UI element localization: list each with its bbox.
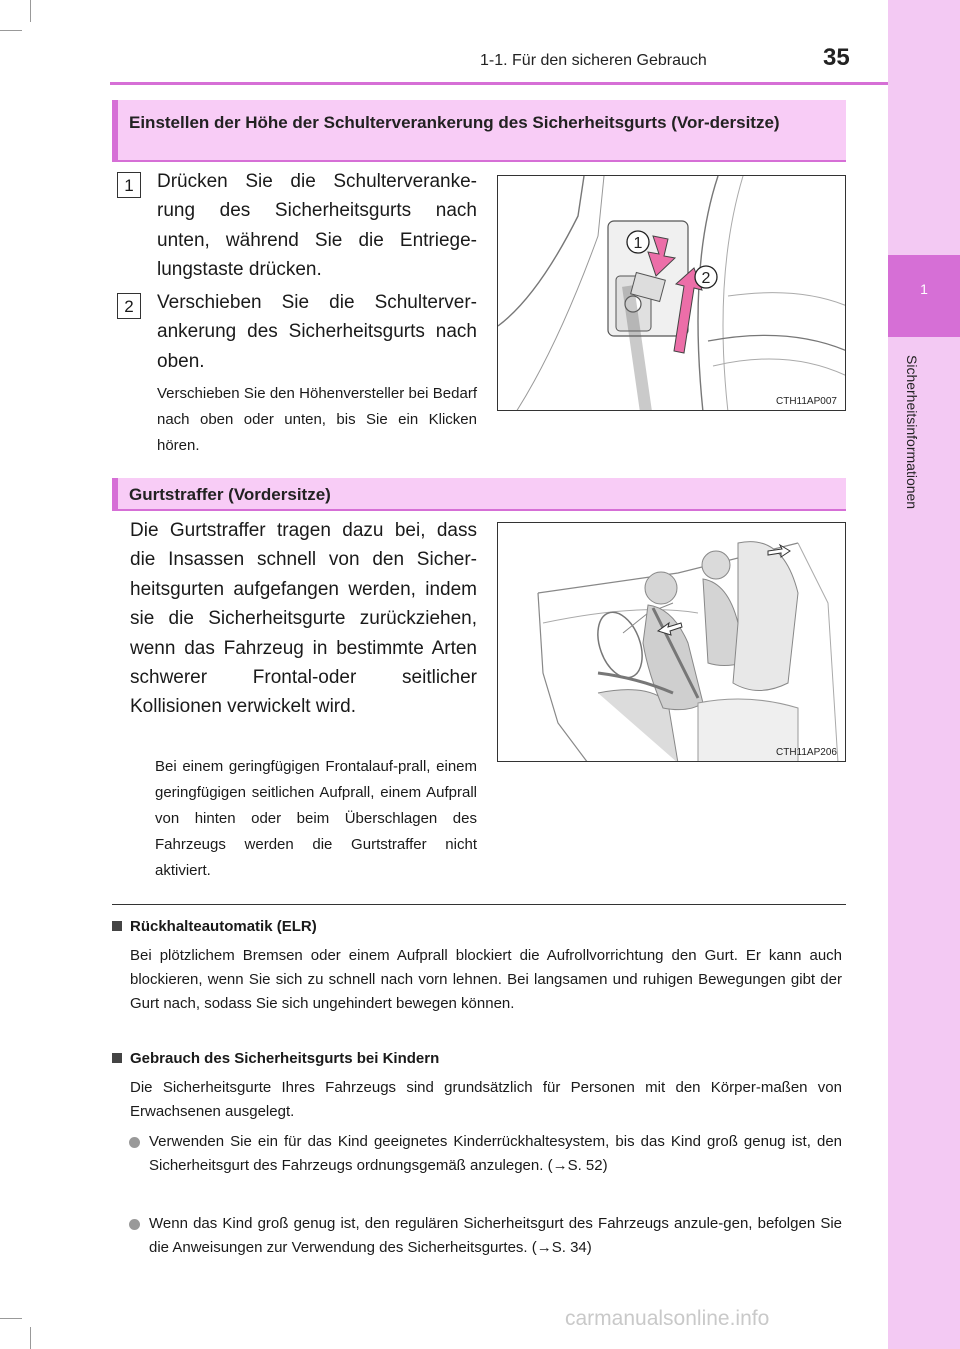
crop-mark <box>0 30 22 31</box>
side-tab-background <box>888 0 960 255</box>
square-bullet-icon <box>112 921 122 931</box>
chapter-number-tab <box>888 255 960 337</box>
figure-code: CTH11AP206 <box>776 747 837 758</box>
section-heading-pretensioner <box>112 478 846 511</box>
header-rule <box>110 82 888 85</box>
step-number-1: 1 <box>117 172 141 198</box>
figure-code: CTH11AP007 <box>776 396 837 407</box>
crop-mark <box>0 1318 22 1319</box>
elr-heading <box>112 918 317 935</box>
section-heading-shoulder-anchor <box>112 100 846 162</box>
figure-callout-1: 1 <box>633 235 643 252</box>
height-adjust-note: Verschieben Sie den Höhenversteller bei Bedarf nach oben oder unten, bis Sie ein Klicken hören. <box>157 385 477 454</box>
section-heading-text: Gurtstraffer (Vordersitze) <box>129 485 331 504</box>
chapter-number: 1 <box>920 281 928 297</box>
step-2-text: Verschieben Sie die Schulterver-ankerung des Sicherheitsgurts nach oben. <box>157 292 477 372</box>
children-bullet-1 <box>112 1130 842 1178</box>
children-text: Die Sicherheitsgurte Ihres Fahrzeugs sind grundsätzlich für Personen mit den Körper-maßen von Erwachsenen ausgelegt. <box>130 1079 842 1120</box>
square-bullet-icon <box>112 1053 122 1063</box>
watermark: carmanualsonline.info <box>565 1307 770 1330</box>
round-bullet-icon <box>129 1219 140 1230</box>
page-number: 35 <box>823 44 850 71</box>
crop-mark <box>30 1327 31 1349</box>
children-heading <box>112 1050 439 1067</box>
pretensioner-illustration <box>498 523 846 762</box>
children-bullet-2 <box>112 1212 842 1260</box>
bullet-text: Wenn das Kind groß genug ist, den regulären Sicherheitsgurt des Fahrzeugs anzule-gen, befolgen Sie die Anweisungen zur Verwendung des Sicherheitsgurtes. (→S. 34) <box>149 1215 842 1256</box>
separator-rule <box>112 904 846 905</box>
heading-accent-bar <box>112 100 118 160</box>
step-1-text: Drücken Sie die Schulterveranke-rung des Sicherheitsgurts nach unten, während Sie die Entriege-lungstaste drücken. <box>157 171 477 281</box>
pretensioner-description: Die Gurtstraffer tragen dazu bei, dass die Insassen schnell von den Sicher-heitsgurten aufgefangen werden, indem sie die Sicherheitsgurte zurückziehen, wenn das Fahrzeug in bestimmte Arten schwerer Frontal-oder seitlicher Kollisionen verwickelt wird. <box>130 520 477 718</box>
elr-heading-text: Rückhalteautomatik (ELR) <box>130 918 317 935</box>
crop-mark <box>30 0 31 22</box>
children-heading-text: Gebrauch des Sicherheitsgurts bei Kindern <box>130 1050 440 1067</box>
heading-accent-bar <box>112 478 118 509</box>
bullet-text: Verwenden Sie ein für das Kind geeignetes Kinderrückhaltesystem, bis das Kind groß genug ist, den Sicherheitsgurt des Fahrzeugs ordnungsgemäß anzulegen. (→S. 52) <box>149 1133 842 1174</box>
round-bullet-icon <box>129 1137 140 1148</box>
figure-callout-2: 2 <box>701 270 711 287</box>
section-heading-text: Einstellen der Höhe der Schulterverankerung des Sicherheitsgurts (Vor-dersitze) <box>129 113 780 132</box>
shoulder-anchor-illustration <box>498 176 846 411</box>
step-number-2: 2 <box>117 293 141 319</box>
figure-pretensioner <box>497 522 846 762</box>
elr-text: Bei plötzlichem Bremsen oder einem Aufprall blockiert die Aufrollvorrichtung den Gurt. Er kann auch blockieren, wenn Sie sich zu schnell nach vorn lehnen. Bei langsamen und ruhigen Bewegungen gibt der Gurt nach, sodass Sie sich ungehindert bewegen können. <box>130 947 842 1012</box>
figure-shoulder-anchor <box>497 175 846 411</box>
pretensioner-note: Bei einem geringfügigen Frontalauf-prall, einem geringfügigen seitlichen Aufprall, einem Aufprall von hinten oder beim Überschlagen des Fahrzeugs werden die Gurtstraffer nicht aktiviert. <box>155 758 477 879</box>
running-header: 1-1. Für den sicheren Gebrauch <box>480 52 707 69</box>
chapter-label: Sicherheitsinformationen <box>904 355 920 510</box>
